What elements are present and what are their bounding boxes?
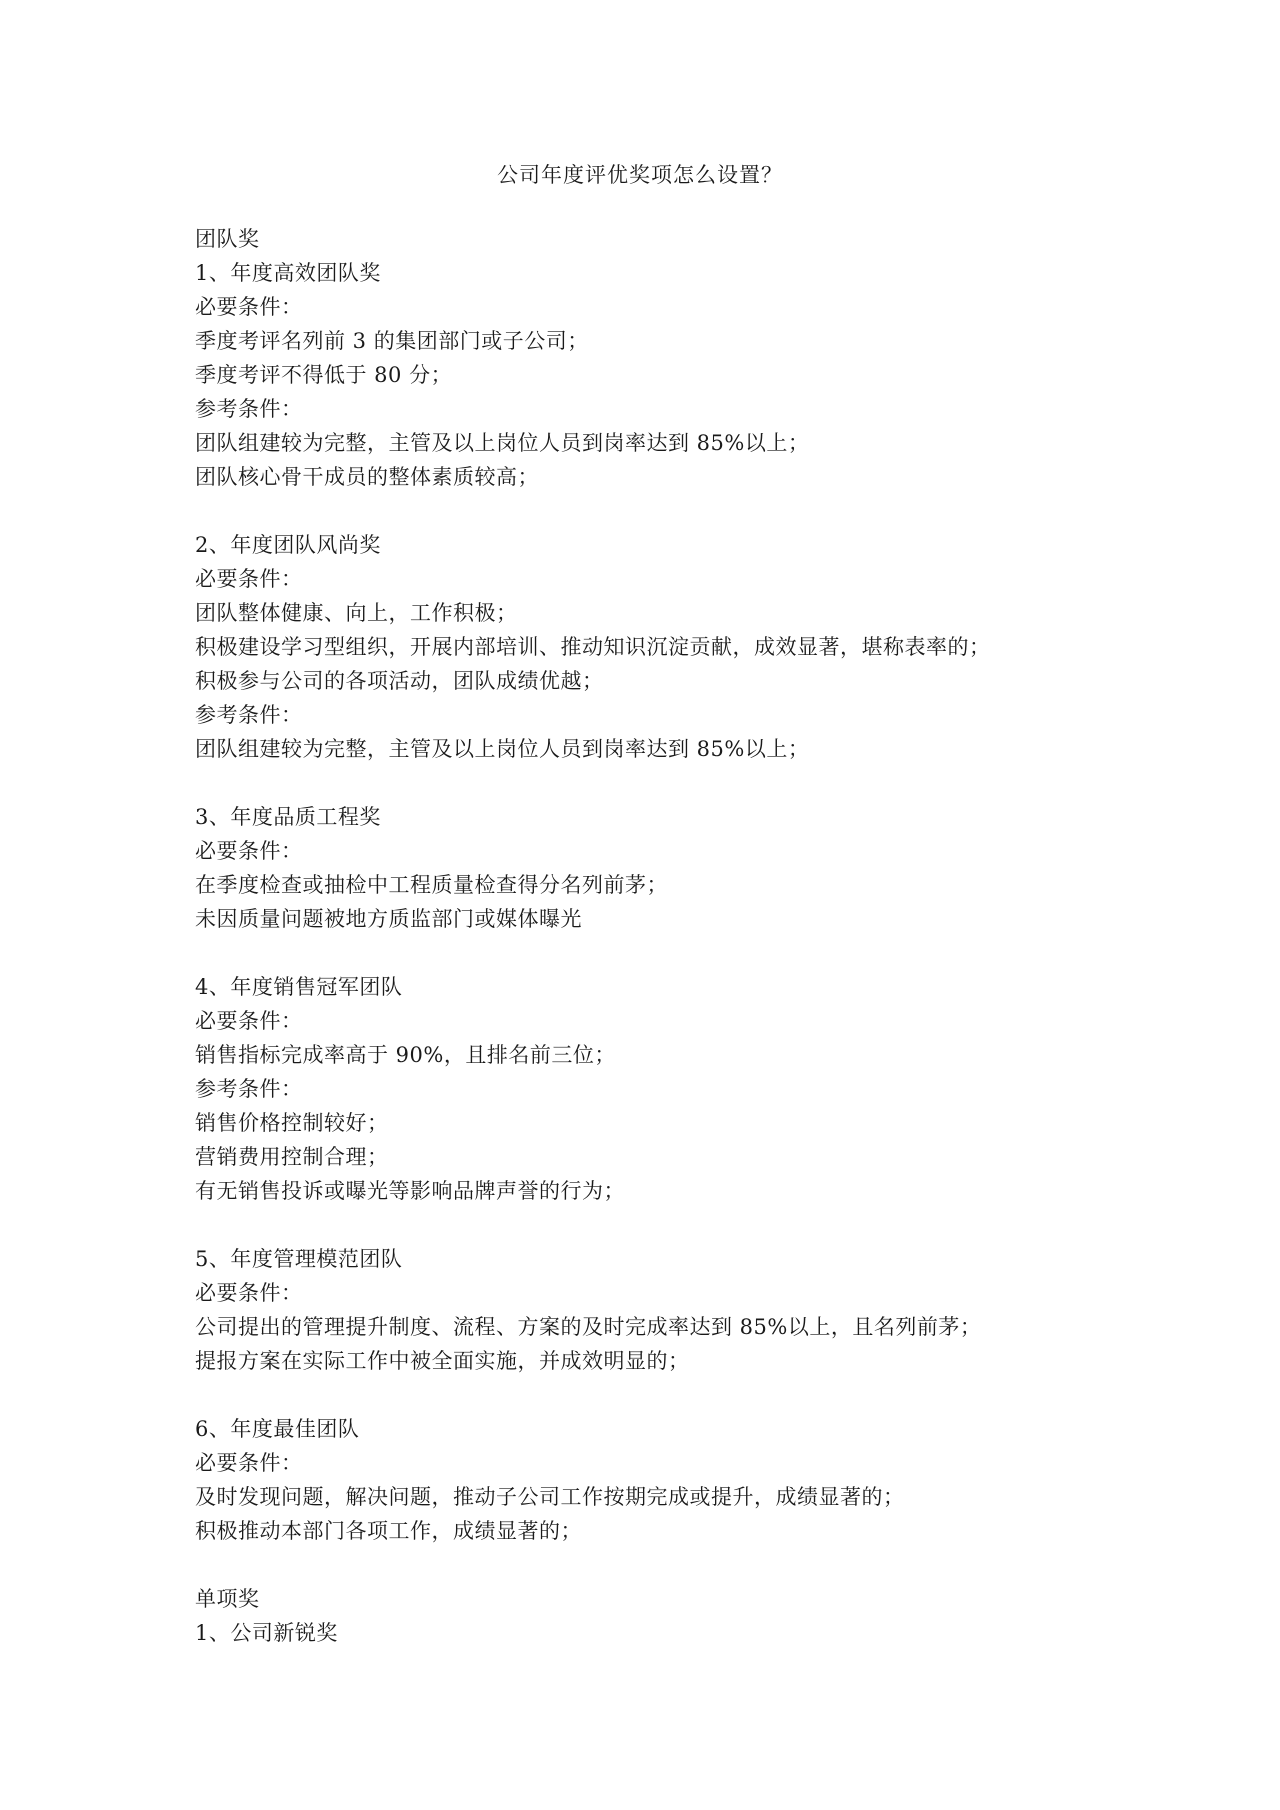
award-line: 必要条件： [195,1281,303,1305]
award-line: 积极推动本部门各项工作，成绩显著的； [195,1519,582,1543]
award-line: 团队组建较为完整，主管及以上岗位人员到岗率达到 85%以上； [195,431,810,455]
award-line: 在季度检查或抽检中工程质量检查得分名列前茅； [195,873,668,897]
section-heading: 单项奖 [195,1587,260,1611]
award-title: 5、年度管理模范团队 [195,1247,403,1271]
award-line: 季度考评不得低于 80 分； [195,363,453,387]
paragraph-gap [195,494,1095,528]
award-line: 公司提出的管理提升制度、流程、方案的及时完成率达到 85%以上，且名列前茅； [195,1315,982,1339]
award-line: 必要条件： [195,839,303,863]
award-line: 积极参与公司的各项活动，团队成绩优越； [195,669,604,693]
paragraph-gap [195,936,1095,970]
award-line: 必要条件： [195,1009,303,1033]
award-title: 4、年度销售冠军团队 [195,975,403,999]
award-line: 销售指标完成率高于 90%，且排名前三位； [195,1043,616,1067]
award-line: 季度考评名列前 3 的集团部门或子公司； [195,329,589,353]
award-title: 1、年度高效团队奖 [195,261,381,285]
award-title: 1、公司新锐奖 [195,1621,338,1645]
award-line: 及时发现问题，解决问题，推动子公司工作按期完成或提升，成绩显著的； [195,1485,905,1509]
award-line: 营销费用控制合理； [195,1145,389,1169]
award-line: 团队整体健康、向上，工作积极； [195,601,518,625]
award-line: 团队组建较为完整，主管及以上岗位人员到岗率达到 85%以上； [195,737,810,761]
award-line: 参考条件： [195,397,303,421]
paragraph-gap [195,1208,1095,1242]
award-line: 必要条件： [195,1451,303,1475]
award-line: 提报方案在实际工作中被全面实施，并成效明显的； [195,1349,690,1373]
award-line: 积极建设学习型组织，开展内部培训、推动知识沉淀贡献，成效显著，堪称表率的； [195,635,991,659]
award-title: 3、年度品质工程奖 [195,805,381,829]
award-line: 必要条件： [195,295,303,319]
paragraph-gap [195,1548,1095,1582]
document-title: 公司年度评优奖项怎么设置？ [497,163,783,187]
award-line: 销售价格控制较好； [195,1111,389,1135]
award-line: 参考条件： [195,1077,303,1101]
document-body [195,222,1095,1650]
award-line: 参考条件： [195,703,303,727]
award-title: 6、年度最佳团队 [195,1417,360,1441]
award-line: 有无销售投诉或曝光等影响品牌声誉的行为； [195,1179,625,1203]
award-line: 团队核心骨干成员的整体素质较高； [195,465,539,489]
award-line: 必要条件： [195,567,303,591]
award-line: 未因质量问题被地方质监部门或媒体曝光 [195,907,582,931]
section-heading: 团队奖 [195,227,260,251]
paragraph-gap [195,1378,1095,1412]
paragraph-gap [195,766,1095,800]
award-title: 2、年度团队风尚奖 [195,533,381,557]
